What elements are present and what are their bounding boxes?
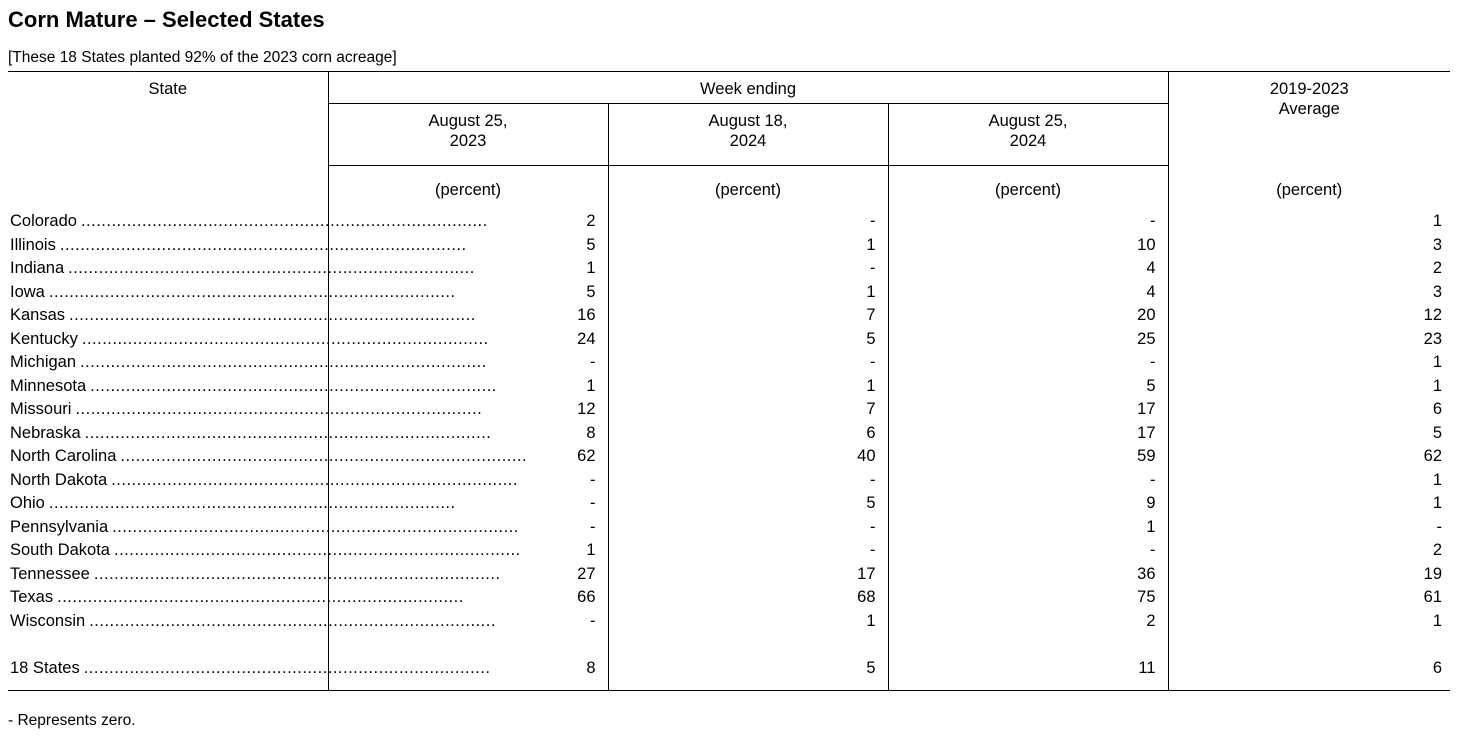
table-row: [8, 492, 1450, 516]
value-aug18-2024: 1: [608, 610, 888, 634]
value-aug25-2024: 10: [888, 234, 1168, 258]
value-aug25-2023: -: [328, 492, 608, 516]
value-aug25-2024: 5: [888, 375, 1168, 399]
state-name: Ohio: [10, 494, 45, 512]
value-aug25-2023: -: [328, 469, 608, 493]
header-col-aug25-2024: [888, 104, 1168, 166]
corn-mature-table: [8, 71, 1450, 691]
state-name: Illinois: [10, 235, 56, 254]
value-aug18-2024: -: [608, 351, 888, 375]
value-aug25-2024: 25: [888, 328, 1168, 352]
state-name-cell: [8, 328, 489, 352]
leader-dots: ................................................................................: [59, 235, 467, 254]
value-aug25-2024: 4: [888, 281, 1168, 305]
value-aug18-2024: -: [608, 539, 888, 563]
state-name-cell: [8, 398, 483, 422]
state-name: Nebraska: [10, 423, 81, 442]
value-aug25-2023: 27: [328, 563, 608, 587]
value-aug25-2023: -: [328, 610, 608, 634]
table-body: [8, 166, 1450, 691]
value-average: 19: [1168, 563, 1450, 587]
state-name: Texas: [10, 588, 54, 606]
leader-dots: ................................................................................: [57, 588, 464, 606]
value-aug25-2023: 1: [328, 257, 608, 281]
leader-dots: ................................................................................: [111, 470, 518, 489]
value-aug18-2024: 1: [608, 281, 888, 305]
table-row: [8, 257, 1450, 281]
value-aug25-2024: 59: [888, 445, 1168, 469]
table-row: [8, 304, 1450, 328]
table-row: [8, 586, 1450, 610]
unit-label: (percent): [1168, 166, 1450, 203]
value-average: 3: [1168, 281, 1450, 305]
value-average: 23: [1168, 328, 1450, 352]
value-aug25-2023: -: [328, 351, 608, 375]
value-average: 1: [1168, 375, 1450, 399]
value-aug25-2024: 17: [888, 398, 1168, 422]
state-name-cell: [8, 563, 501, 587]
state-name-cell: [8, 610, 496, 634]
state-name-cell: [8, 516, 519, 540]
value-aug25-2024: -: [888, 351, 1168, 375]
header-average: [1168, 72, 1450, 166]
leader-dots: ................................................................................: [48, 282, 456, 301]
state-name: Kentucky: [10, 329, 78, 348]
state-name-cell: [8, 422, 492, 446]
value-aug18-2024: 68: [608, 586, 888, 610]
unit-row: [8, 166, 1450, 203]
table-row: [8, 375, 1450, 399]
header-col1-line2: 2023: [449, 132, 487, 150]
value-aug18-2024: 6: [608, 422, 888, 446]
header-col-aug25-2023: [328, 104, 608, 166]
gap-row: [8, 202, 1450, 210]
table-row: [8, 234, 1450, 258]
value-average: 61: [1168, 586, 1450, 610]
leader-dots: ................................................................................: [81, 329, 489, 348]
header-average-line2: Average: [1278, 100, 1340, 118]
leader-dots: ................................................................................: [48, 494, 456, 512]
value-aug25-2023: 66: [328, 586, 608, 610]
state-name-cell: [8, 281, 456, 305]
value-aug25-2024: 75: [888, 586, 1168, 610]
header-week-ending: Week ending: [328, 72, 1168, 104]
value-aug18-2024: 1: [608, 234, 888, 258]
value-average: 1: [1168, 492, 1450, 516]
value-aug25-2023: 62: [328, 445, 608, 469]
state-name: North Carolina: [10, 447, 117, 465]
value-aug25-2023: 1: [328, 539, 608, 563]
header-col2-line1: August 18,: [708, 112, 788, 130]
leader-dots: ................................................................................: [120, 447, 528, 465]
value-aug25-2024: 4: [888, 257, 1168, 281]
state-name: Tennessee: [10, 564, 90, 583]
value-average: 1: [1168, 469, 1450, 493]
value-aug18-2024: 5: [608, 328, 888, 352]
state-name: Kansas: [10, 306, 66, 324]
value-aug18-2024: 7: [608, 398, 888, 422]
table-row: [8, 563, 1450, 587]
value-aug25-2024: -: [888, 539, 1168, 563]
leader-dots: ................................................................................: [83, 659, 491, 677]
value-aug25-2024: 17: [888, 422, 1168, 446]
value-aug25-2024: 2: [888, 610, 1168, 634]
value-average: 6: [1168, 657, 1450, 691]
value-aug25-2024: -: [888, 210, 1168, 234]
value-aug18-2024: -: [608, 516, 888, 540]
value-aug25-2023: 8: [328, 422, 608, 446]
value-aug18-2024: -: [608, 469, 888, 493]
value-average: 6: [1168, 398, 1450, 422]
leader-dots: ................................................................................: [69, 306, 476, 324]
value-aug25-2023: 24: [328, 328, 608, 352]
state-name: Missouri: [10, 400, 72, 418]
value-average: 1: [1168, 610, 1450, 634]
value-aug25-2023: 8: [328, 657, 608, 691]
value-aug25-2023: 2: [328, 210, 608, 234]
table-row: [8, 281, 1450, 305]
page-subtitle: [These 18 States planted 92% of the 2023 corn acreage]: [8, 49, 397, 66]
leader-dots: ................................................................................: [112, 517, 519, 536]
table-row: [8, 422, 1450, 446]
leader-dots: ................................................................................: [80, 212, 488, 230]
footnote: - Represents zero.: [8, 712, 136, 729]
value-aug25-2023: 5: [328, 281, 608, 305]
value-aug25-2024: 36: [888, 563, 1168, 587]
unit-label: (percent): [888, 166, 1168, 203]
unit-label: (percent): [608, 166, 888, 203]
value-average: 2: [1168, 257, 1450, 281]
value-aug25-2023: 1: [328, 375, 608, 399]
leader-dots: ................................................................................: [90, 376, 497, 395]
state-name: Michigan: [10, 353, 77, 371]
value-aug18-2024: 7: [608, 304, 888, 328]
state-name-cell: [8, 586, 464, 610]
value-aug25-2024: 1: [888, 516, 1168, 540]
value-aug25-2024: -: [888, 469, 1168, 493]
table-row: [8, 398, 1450, 422]
table-row: [8, 610, 1450, 634]
value-aug18-2024: -: [608, 210, 888, 234]
header-state: State: [8, 72, 328, 166]
value-aug25-2024: 9: [888, 492, 1168, 516]
value-aug18-2024: -: [608, 257, 888, 281]
table-row: [8, 445, 1450, 469]
value-average: 1: [1168, 210, 1450, 234]
value-average: 5: [1168, 422, 1450, 446]
state-name-cell: [8, 445, 528, 469]
leader-dots: ................................................................................: [68, 259, 475, 277]
table-row: [8, 469, 1450, 493]
value-aug25-2023: 5: [328, 234, 608, 258]
state-name: Wisconsin: [10, 611, 86, 630]
unit-empty: [8, 166, 328, 203]
state-name-cell: [8, 210, 488, 234]
value-aug18-2024: 17: [608, 563, 888, 587]
table-row: [8, 539, 1450, 563]
state-name-cell: [8, 539, 521, 563]
state-name-cell: [8, 492, 456, 516]
state-name: South Dakota: [10, 541, 110, 559]
value-average: 62: [1168, 445, 1450, 469]
state-name: 18 States: [10, 659, 80, 677]
page-title: Corn Mature – Selected States: [8, 7, 325, 32]
header-col3-line2: 2024: [1009, 132, 1047, 150]
state-name-cell: [8, 351, 487, 375]
state-name: Minnesota: [10, 376, 87, 395]
state-name-cell: [8, 304, 476, 328]
header-col1-line1: August 25,: [428, 112, 508, 130]
state-name-cell: [8, 375, 497, 399]
state-name-cell: [8, 234, 467, 258]
state-name: Iowa: [10, 282, 45, 301]
value-aug25-2023: 16: [328, 304, 608, 328]
leader-dots: ................................................................................: [84, 423, 492, 442]
value-aug18-2024: 5: [608, 657, 888, 691]
total-row: [8, 657, 1450, 691]
leader-dots: ................................................................................: [89, 611, 496, 630]
state-name: Colorado: [10, 212, 77, 230]
leader-dots: ................................................................................: [80, 353, 487, 371]
value-average: -: [1168, 516, 1450, 540]
state-name-cell: [8, 469, 518, 493]
value-aug18-2024: 1: [608, 375, 888, 399]
table-row: [8, 351, 1450, 375]
spacer-row: [8, 633, 1450, 657]
leader-dots: ................................................................................: [113, 541, 521, 559]
value-aug25-2023: -: [328, 516, 608, 540]
unit-label: (percent): [328, 166, 608, 203]
header-col3-line1: August 25,: [988, 112, 1068, 130]
header-col2-line2: 2024: [729, 132, 767, 150]
value-average: 2: [1168, 539, 1450, 563]
value-aug25-2023: 12: [328, 398, 608, 422]
state-name: North Dakota: [10, 470, 108, 489]
table-row: [8, 210, 1450, 234]
table-row: [8, 328, 1450, 352]
value-aug18-2024: 40: [608, 445, 888, 469]
value-aug25-2024: 11: [888, 657, 1168, 691]
value-aug25-2024: 20: [888, 304, 1168, 328]
table-row: [8, 516, 1450, 540]
value-average: 12: [1168, 304, 1450, 328]
leader-dots: ................................................................................: [75, 400, 483, 418]
header-col-aug18-2024: [608, 104, 888, 166]
leader-dots: ................................................................................: [93, 564, 501, 583]
value-average: 3: [1168, 234, 1450, 258]
header-average-line1: 2019-2023: [1269, 80, 1349, 98]
value-aug18-2024: 5: [608, 492, 888, 516]
state-name: Indiana: [10, 259, 65, 277]
value-average: 1: [1168, 351, 1450, 375]
state-name: Pennsylvania: [10, 517, 109, 536]
state-name-cell: [8, 657, 491, 691]
state-name-cell: [8, 257, 475, 281]
